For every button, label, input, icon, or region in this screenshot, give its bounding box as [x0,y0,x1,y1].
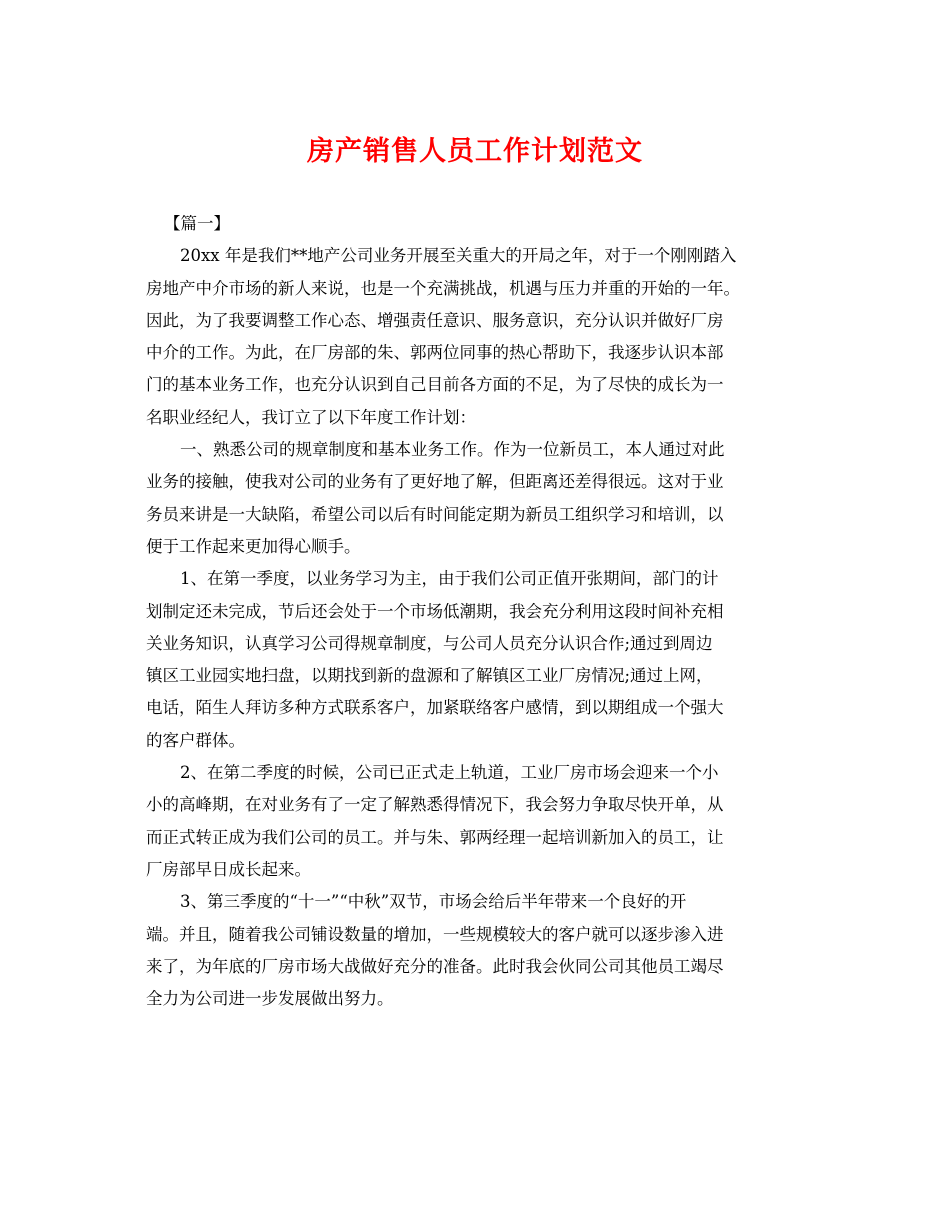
paragraph-line: 20xx 年是我们**地产公司业务开展至关重大的开局之年，对于一个刚刚踏入 [180,246,737,266]
paragraph-4 [146,757,808,886]
paragraph-line: 厂房部早日成长起来。 [146,859,311,879]
paragraph-line: 全力为公司进一步发展做出努力。 [146,989,394,1009]
paragraph-line: 房地产中介市场的新人来说，也是一个充满挑战，机遇与压力并重的开始的一年。 [146,278,740,298]
paragraph-line: 划制定还未完成，节后还会处于一个市场低潮期，我会充分利用这段时间补充相 [146,601,724,621]
paragraph-line: 门的基本业务工作，也充分认识到自己目前各方面的不足，为了尽快的成长为一 [146,375,724,395]
paragraph-line: 1、在第一季度，以业务学习为主，由于我们公司正值开张期间，部门的计 [180,569,719,589]
paragraph-line: 便于工作起来更加得心顺手。 [146,536,361,556]
paragraph-line: 而正式转正成为我们公司的员工。并与朱、郭两经理一起培训新加入的员工，让 [146,827,724,847]
paragraph-line: 名职业经纪人，我订立了以下年度工作计划： [146,407,476,427]
paragraph-3 [146,563,808,757]
paragraph-5 [146,886,808,1015]
paragraph-line: 小的高峰期，在对业务有了一定了解熟悉得情况下，我会努力争取尽快开单，从 [146,795,724,815]
paragraph-line: 3、第三季度的“十一”“中秋”双节，市场会给后半年带来一个良好的开 [180,892,687,912]
paragraph-2 [146,434,808,563]
paragraph-line: 因此，为了我要调整工作心态、增强责任意识、服务意识，充分认识并做好厂房 [146,310,724,330]
paragraph-line: 镇区工业园实地扫盘，以期找到新的盘源和了解镇区工业厂房情况;通过上网， [146,666,713,686]
paragraph-line: 中介的工作。为此，在厂房部的朱、郭两位同事的热心帮助下，我逐步认识本部 [146,343,724,363]
paragraph-line: 业务的接触，使我对公司的业务有了更好地了解，但距离还差得很远。这对于业 [146,472,724,492]
paragraph-line: 关业务知识，认真学习公司得规章制度，与公司人员充分认识合作;通过到周边 [146,633,713,653]
document-body [146,208,808,1015]
paragraph-line: 2、在第二季度的时候，公司已正式走上轨道，工业厂房市场会迎来一个小 [180,763,719,783]
paragraph-line: 来了，为年底的厂房市场大战做好充分的准备。此时我会伙同公司其他员工竭尽 [146,956,724,976]
paragraph-line: 一、熟悉公司的规章制度和基本业务工作。作为一位新员工，本人通过对此 [180,440,725,460]
section-label: 【篇一】 [164,214,230,233]
paragraph-1 [146,240,808,434]
document-title: 房产销售人员工作计划范文 [307,136,643,167]
paragraph-line: 端。并且，随着我公司铺设数量的增加，一些规模较大的客户就可以逐步渗入进 [146,924,724,944]
paragraph-line: 电话，陌生人拜访多种方式联系客户，加紧联络客户感情，到以期组成一个强大 [146,698,724,718]
paragraph-line: 务员来讲是一大缺陷，希望公司以后有时间能定期为新员工组织学习和培训，以 [146,504,724,524]
paragraph-line: 的客户群体。 [146,730,245,750]
